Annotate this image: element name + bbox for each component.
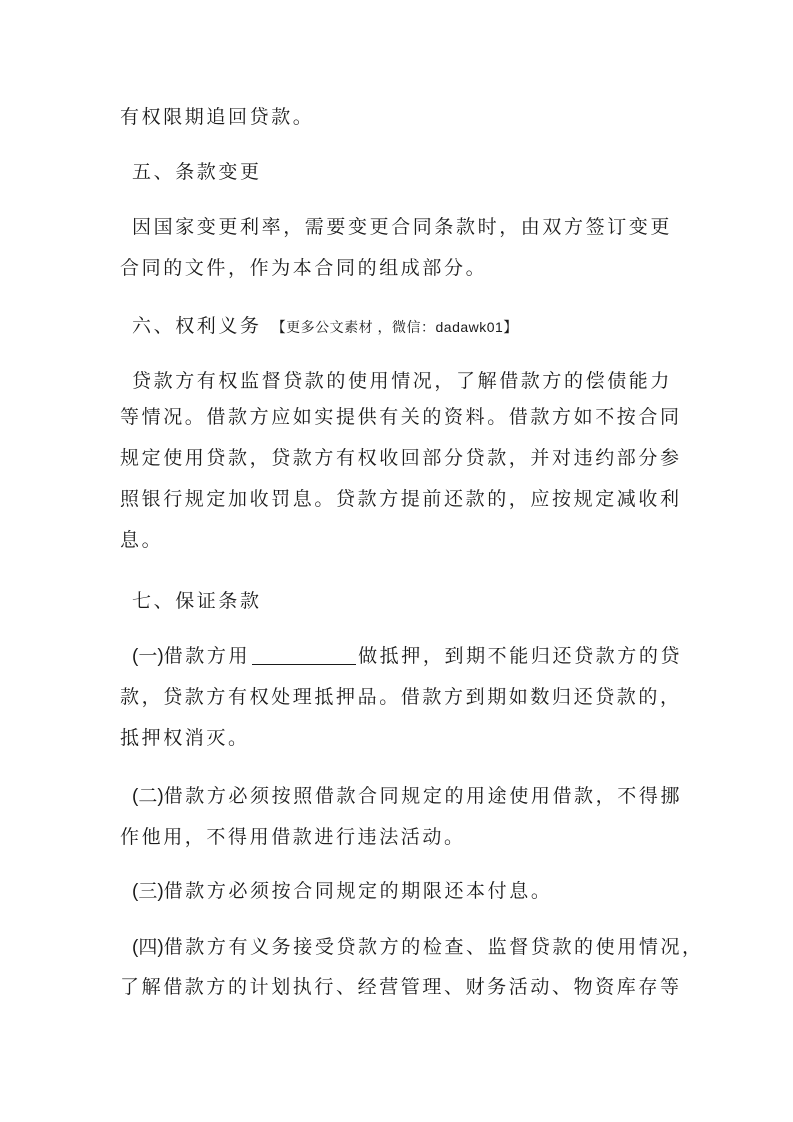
paragraph-clause-change-cont: [120, 251, 680, 285]
text-line: 照银行规定加收罚息。贷款方提前还款的，应按规定减收利: [120, 488, 682, 510]
text-fragment: 借款方必须按照借款合同规定的用途使用借款，不得挪: [163, 785, 683, 807]
fill-in-blank: [252, 644, 356, 665]
clause-1-cont: [120, 680, 680, 755]
text-line: 抵押权消灭。: [120, 727, 250, 749]
text-fragment: 借款方必须按合同规定的期限还本付息。: [163, 880, 553, 902]
clause-number: (三): [132, 881, 164, 902]
clause-1-line1: [120, 639, 692, 674]
clause-number: (二): [132, 786, 164, 807]
text-line: 等情况。借款方应如实提供有关的资料。借款方如不按合同: [120, 406, 682, 428]
clause-4-line1: [120, 930, 704, 965]
clause-number: (四): [132, 937, 164, 958]
text-line: 规定使用贷款，贷款方有权收回部分贷款，并对违约部分参: [120, 447, 682, 469]
heading-section-5: [120, 155, 692, 189]
paragraph-rights-line1: [120, 364, 692, 398]
text-line: 有权限期追回贷款。: [120, 106, 315, 128]
text-line: 因国家变更利率，需要变更合同条款时，由双方签订变更: [132, 216, 673, 238]
text-fragment: 借款方用: [163, 645, 251, 667]
text-line: 款，贷款方有权处理抵押品。借款方到期如数归还贷款的，: [120, 686, 682, 708]
paragraph-rights-cont: [120, 400, 680, 557]
clause-2-line1: [120, 779, 692, 814]
promo-note: 【更多公文素材 ，微信：dadawk01】: [271, 319, 518, 335]
clause-4-cont: [120, 970, 680, 1004]
paragraph-clause-change: [120, 210, 692, 244]
heading-text: 五、条款变更: [132, 161, 262, 183]
text-fragment: 借款方有义务接受贷款方的检查、监督贷款的使用情况，: [163, 936, 704, 958]
clause-number: (一): [132, 646, 164, 667]
text-line: 息。: [120, 529, 164, 551]
heading-text: 六、权利义务: [132, 315, 262, 337]
paragraph-loan-recall: [120, 100, 680, 134]
text-line: 了解借款方的计划执行、经营管理、财务活动、物资库存等: [120, 976, 682, 998]
text-line: 作他用，不得用借款进行违法活动。: [120, 826, 466, 848]
heading-section-6: [120, 309, 692, 344]
text-line: 贷款方有权监督贷款的使用情况，了解借款方的偿债能力: [132, 370, 673, 392]
text-line: 合同的文件，作为本合同的组成部分。: [120, 257, 488, 279]
clause-3: [120, 874, 692, 909]
clause-2-cont: [120, 820, 680, 854]
text-fragment: 做抵押，到期不能归还贷款方的贷: [358, 645, 683, 667]
heading-section-7: [120, 584, 692, 618]
heading-text: 七、保证条款: [132, 590, 262, 612]
